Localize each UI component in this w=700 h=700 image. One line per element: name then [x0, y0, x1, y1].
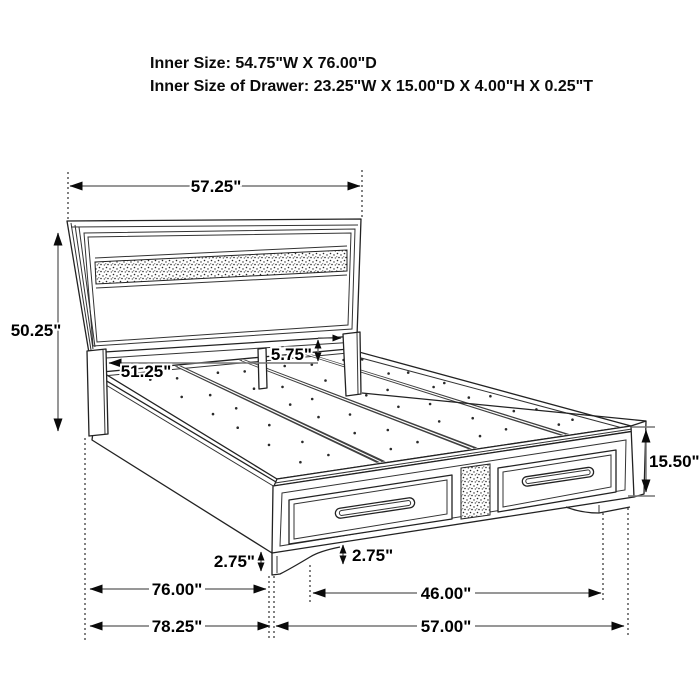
footboard-sparkle-divider: [461, 464, 490, 519]
center-support-leg: [258, 348, 267, 389]
dim-overall-height: [11, 233, 62, 431]
dim-between-feet-width: [313, 584, 601, 603]
footboard-end-cap: [631, 421, 646, 497]
inner-width-label: 51.25": [120, 362, 172, 381]
rail-floor-clearance-label: 2.75": [213, 552, 255, 571]
dim-footboard-width: [276, 617, 624, 636]
footboard-width-label: 57.00": [420, 617, 472, 636]
inner-length-label: 76.00": [151, 580, 203, 599]
headboard-deck-gap-label: 5.75": [270, 345, 312, 364]
inner-size-line: Inner Size: 54.75"W X 76.00"D: [150, 55, 377, 72]
dim-rail-floor-clearance: [214, 552, 261, 571]
dim-foot-floor-clearance: [343, 545, 393, 565]
overall-height-label: 50.25": [10, 321, 62, 340]
between-feet-width-label: 46.00": [420, 584, 472, 603]
headboard-width-label: 57.25": [190, 177, 242, 196]
dim-headboard-width: [70, 177, 360, 196]
overall-length-label: 78.25": [151, 617, 203, 636]
footboard-height-label: 15.50": [649, 452, 700, 471]
dim-inner-length: [90, 580, 266, 599]
foot-floor-clearance-label: 2.75": [352, 546, 394, 565]
inner-drawer-size-line: Inner Size of Drawer: 23.25"W X 15.00"D X 4.00"H X 0.25"T: [150, 78, 593, 95]
dim-overall-length: [90, 617, 270, 636]
